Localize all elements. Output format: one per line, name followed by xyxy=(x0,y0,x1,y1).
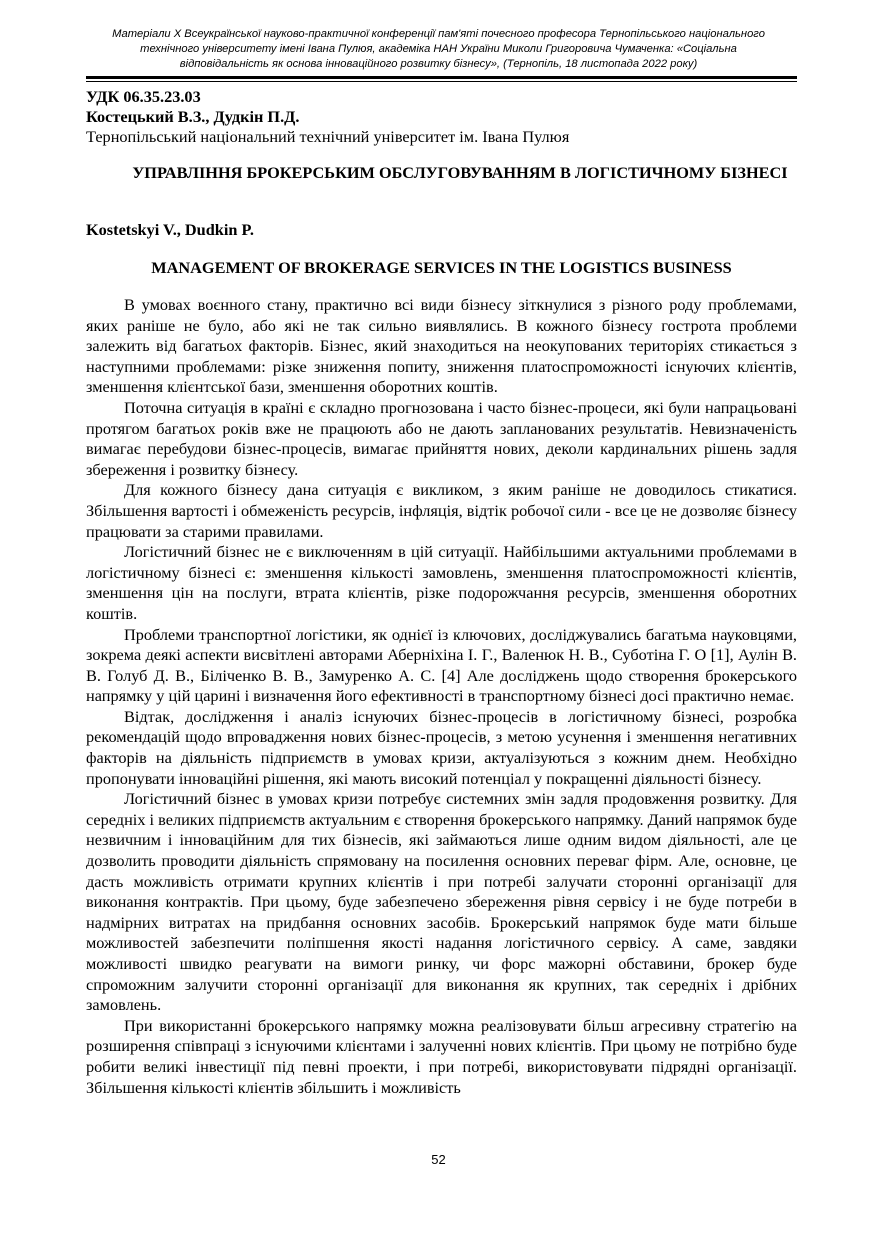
article-title-ua: УПРАВЛІННЯ БРОКЕРСЬКИМ ОБСЛУГОВУВАННЯМ В ЛОГІСТИЧНОМУ БІЗНЕСІ xyxy=(132,163,788,182)
body-paragraph: При використанні брокерського напрямку можна реалізовувати більш агресивну стратегію на розширення співпраці з існуючими клієнтами і залученні нових клієнтів. При цьому не потрібно буде робити великі інвестиції під певні проекти, і при потребі, використовувати підрядні організації. Збільшення кількості клієнтів збільшить і можливість xyxy=(86,1015,797,1097)
udk-code: УДК 06.35.23.03 xyxy=(86,87,201,106)
body-paragraph: Логістичний бізнес в умовах кризи потребує системних змін задля продовження розвитку. Для середніх і великих підприємств актуальним є створення брокерського напрямку. Даний напрямок буде незвичним і інноваційним для тих бізнесів, які займаються лише одним видом діяльності, але це дозволить проводити діяльність спрямовану на посилення основних переваг фірм. Але, основне, це дасть можливість отримати крупних клієнтів і при потребі залучати сторонні організації для виконання контрактів. При цьому, буде забезпечено збереження рівня сервісу і не буде потреби в надмірних витратах на придбання основних засобів. Брокерський напрямок буде мати більше можливостей забезпечити поліпшення якості надання логістичного сервісу. А саме, завдяки можливості швидко реагувати на вимоги ринку, чи форс мажорні обставини, брокер буде спроможним залучити сторонні організації для виконання як крупних, так середніх і дрібних замовлень. xyxy=(86,789,797,1015)
body-paragraph: Логістичний бізнес не є виключенням в цій ситуації. Найбільшими актуальними проблемами в логістичному бізнесі є: зменшення кількості замовлень, зменшення платоспроможності клієнтів, зменшення цін на послуги, втрата клієнтів, різке подорожчання ресурсів, зменшення оборотних коштів. xyxy=(86,542,797,623)
body-paragraph: Проблеми транспортної логістики, як однієї із ключових, досліджувались багатьма науковцями, зокрема деякі аспекти висвітлені авторами Аберніхіна І. Г., Валенюк Н. В., Суботіна Г. О [1], Аулін В. В. Голуб Д. В., Біліченко В. В., Замуренко А. С. [4] Але досліджень щодо створення брокерського напрямку у цій царині і визначення його ефективності в транспортному бізнесі досі практично немає. xyxy=(86,624,797,706)
body-paragraph: Для кожного бізнесу дана ситуація є викликом, з яким раніше не доводилось стикатися. Збільшення вартості і обмеженість ресурсів, інфляція, відтік робочої сили - все це не дозволяє бізнесу працювати за старими правилами. xyxy=(86,480,797,541)
conference-header-line: технічного університету імені Івана Пулюя, академіка НАН України Миколи Григоровича Чумаченка: «Соціальна xyxy=(140,43,737,55)
page-number: 52 xyxy=(431,1152,446,1167)
header-divider-thin xyxy=(86,81,797,82)
article-body xyxy=(86,295,797,1098)
authors-en: Kostetskyi V., Dudkin P. xyxy=(86,220,255,239)
affiliation: Тернопільський національний технічний університет ім. Івана Пулюя xyxy=(86,127,570,146)
article-meta xyxy=(86,87,797,147)
conference-header xyxy=(86,27,791,72)
article-title-en: MANAGEMENT OF BROKERAGE SERVICES IN THE LOGISTICS BUSINESS xyxy=(151,258,732,277)
authors-ua: Костецький В.З., Дудкін П.Д. xyxy=(86,107,300,126)
body-paragraph: Відтак, дослідження і аналіз існуючих бізнес-процесів в логістичному бізнесі, розробка рекомендацій щодо впровадження нових бізнес-процесів, з метою усунення і зменшення негативних факторів на діяльність підприємств в умовах кризи, актуалізуються з кожним днем. Необхідно пропонувати інноваційні рішення, які мають високий потенціал у покращенні діяльності бізнесу. xyxy=(86,706,797,788)
conference-header-line: Матеріали Х Всеукраїнської науково-практичної конференції пам'яті почесного професора Тернопільського національного xyxy=(112,28,765,40)
body-paragraph: Поточна ситуація в країні є складно прогнозована і часто бізнес-процеси, які були напрацьовані протягом багатьох років вже не працюють або не дають запланованих результатів. Невизначеність вимагає перебудови бізнес-процесів, вимагає прийняття нових, деколи кардинальних рішень задля збереження і розвитку бізнесу. xyxy=(86,397,797,479)
header-divider-thick xyxy=(86,76,797,79)
body-paragraph: В умовах воєнного стану, практично всі види бізнесу зіткнулися з різного роду проблемами, яких раніше не було, або які не так сильно виявлялись. В кожного бізнесу гострота проблеми залежить від багатьох факторів. Бізнес, який знаходиться на неокупованих територіях стикається з наступними проблемами: різке зниження попиту, зниження платоспроможності існуючих клієнтів, зменшення клієнтської бази, зменшення оборотних коштів. xyxy=(86,295,797,397)
conference-header-line: відповідальність як основа інноваційного розвитку бізнесу», (Тернопіль, 18 листопада 2022 року) xyxy=(179,58,698,70)
